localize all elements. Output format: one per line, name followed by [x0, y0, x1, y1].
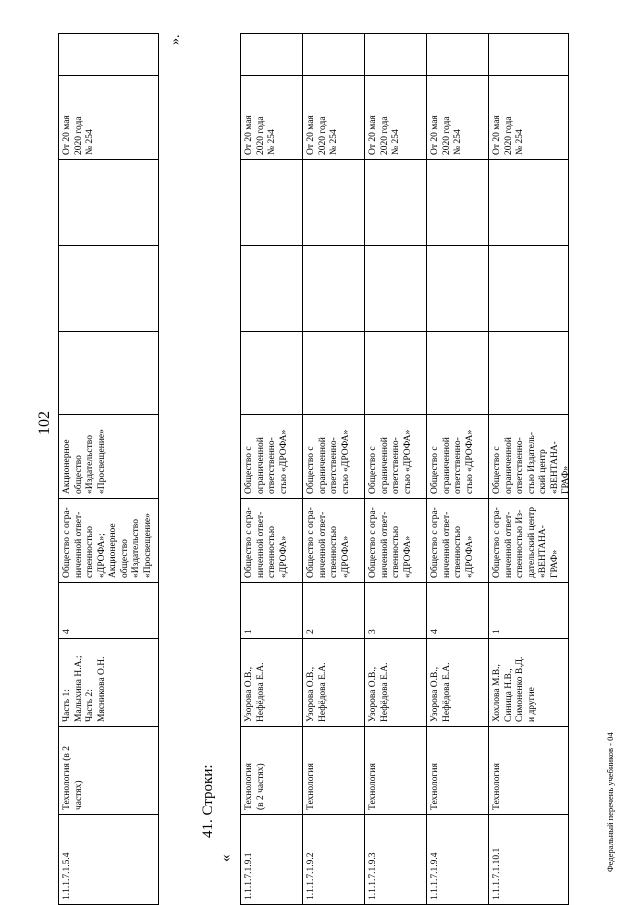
cell-empty-2 [364, 245, 427, 332]
cell-empty-2 [240, 245, 303, 332]
cell-empty-1 [302, 331, 365, 415]
cell-empty-1 [364, 331, 427, 415]
cell-order: От 20 мая 2020 года № 254 [488, 75, 569, 160]
cell-subject: Технология (в 2 частях) [240, 726, 303, 815]
cell-publisher2: Общество с ограниченной ответственно- стью «ДРОФА» [302, 414, 365, 499]
cell-empty-3 [240, 159, 303, 246]
cell-empty-1 [240, 331, 303, 415]
cell-publisher: Общество с огра- ниченной ответ- ственностью «ДРОФА» [426, 498, 489, 583]
cell-authors: Часть 1: Малыхина Н.А.; Часть 2: Мясникова О.Н. [58, 638, 159, 727]
cell-publisher: Общество с огра- ниченной ответ- ственностью «ДРОФА» [240, 498, 303, 583]
cell-empty-2 [488, 245, 569, 332]
cell-publisher2: Общество с ограниченной ответственно- стью «ДРОФА» [364, 414, 427, 499]
cell-empty-3 [426, 159, 489, 246]
cell-empty-3 [302, 159, 365, 246]
cell-authors: Узорова О.В., Нефёдова Е.А. [240, 638, 303, 727]
cell-empty-1 [488, 331, 569, 415]
cell-order: От 20 мая 2020 года № 254 [364, 75, 427, 160]
cell-order: От 20 мая 2020 года № 254 [58, 75, 159, 160]
cell-subject: Технология [302, 726, 365, 815]
cell-order: От 20 мая 2020 года № 254 [426, 75, 489, 160]
cell-order: От 20 мая 2020 года № 254 [240, 75, 303, 160]
cell-publisher: Общество с огра- ниченной ответ- ственностью «ДРОФА» [364, 498, 427, 583]
cell-empty-4 [364, 33, 427, 76]
cell-order: От 20 мая 2020 года № 254 [302, 75, 365, 160]
cell-number: 1.1.1.7.1.5.4 [58, 814, 159, 905]
cell-publisher: Общество с огра- ниченной ответ- ственностью «ДРОФА»; Акционерное общество «Издательство «Просвещение» [58, 498, 159, 583]
cell-empty-2 [58, 245, 159, 332]
cell-number: 1.1.1.7.1.9.3 [364, 814, 427, 905]
cell-subject: Технология [364, 726, 427, 815]
cell-authors: Узорова О.В., Нефёдова Е.А. [426, 638, 489, 727]
cell-publisher2: Общество с ограниченной ответственно- стью Издатель- ский центр «ВЕНТАНА- ГРАФ» [488, 414, 569, 499]
cell-number: 1.1.1.7.1.10.1 [488, 814, 569, 905]
cell-empty-2 [426, 245, 489, 332]
cell-authors: Хохлова М.В., Синица Н.В., Симоненко В.Д. и другие [488, 638, 569, 727]
closing-quote-mark: ». [168, 34, 183, 45]
cell-grade: 4 [58, 582, 159, 639]
cell-grade: 1 [488, 582, 569, 639]
cell-empty-4 [426, 33, 489, 76]
cell-number: 1.1.1.7.1.9.2 [302, 814, 365, 905]
cell-publisher2: Общество с ограниченной ответственно- стью «ДРОФА» [240, 414, 303, 499]
cell-grade: 3 [364, 582, 427, 639]
cell-authors: Узорова О.В., Нефёдова Е.А. [364, 638, 427, 727]
cell-empty-4 [58, 33, 159, 76]
cell-grade: 1 [240, 582, 303, 639]
cell-subject: Технология [426, 726, 489, 815]
section-heading: 41. Строки: [200, 764, 216, 838]
page-number: 102 [36, 411, 53, 435]
cell-number: 1.1.1.7.1.9.1 [240, 814, 303, 905]
cell-number: 1.1.1.7.1.9.4 [426, 814, 489, 905]
cell-grade: 4 [426, 582, 489, 639]
cell-subject: Технология (в 2 частях) [58, 726, 159, 815]
cell-empty-3 [58, 159, 159, 246]
cell-empty-4 [488, 33, 569, 76]
cell-empty-4 [302, 33, 365, 76]
cell-publisher: Общество с огра- ниченной ответ- ственностью Из- дательский центр «ВЕНТАНА- ГРАФ» [488, 498, 569, 583]
cell-grade: 2 [302, 582, 365, 639]
cell-empty-4 [240, 33, 303, 76]
footer-text: Федеральный перечень учебников - 04 [605, 732, 615, 872]
cell-publisher2: Общество с ограниченной ответственно- стью «ДРОФА» [426, 414, 489, 499]
cell-empty-3 [364, 159, 427, 246]
cell-empty-1 [426, 331, 489, 415]
cell-empty-3 [488, 159, 569, 246]
cell-publisher: Общество с огра- ниченной ответ- ственностью «ДРОФА» [302, 498, 365, 583]
cell-authors: Узорова О.В., Нефёдова Е.А. [302, 638, 365, 727]
opening-quote-mark: « [218, 854, 234, 862]
cell-publisher2: Акционерное общество «Издательство «Просвещение» [58, 414, 159, 499]
cell-subject: Технология [488, 726, 569, 815]
cell-empty-1 [58, 331, 159, 415]
cell-empty-2 [302, 245, 365, 332]
